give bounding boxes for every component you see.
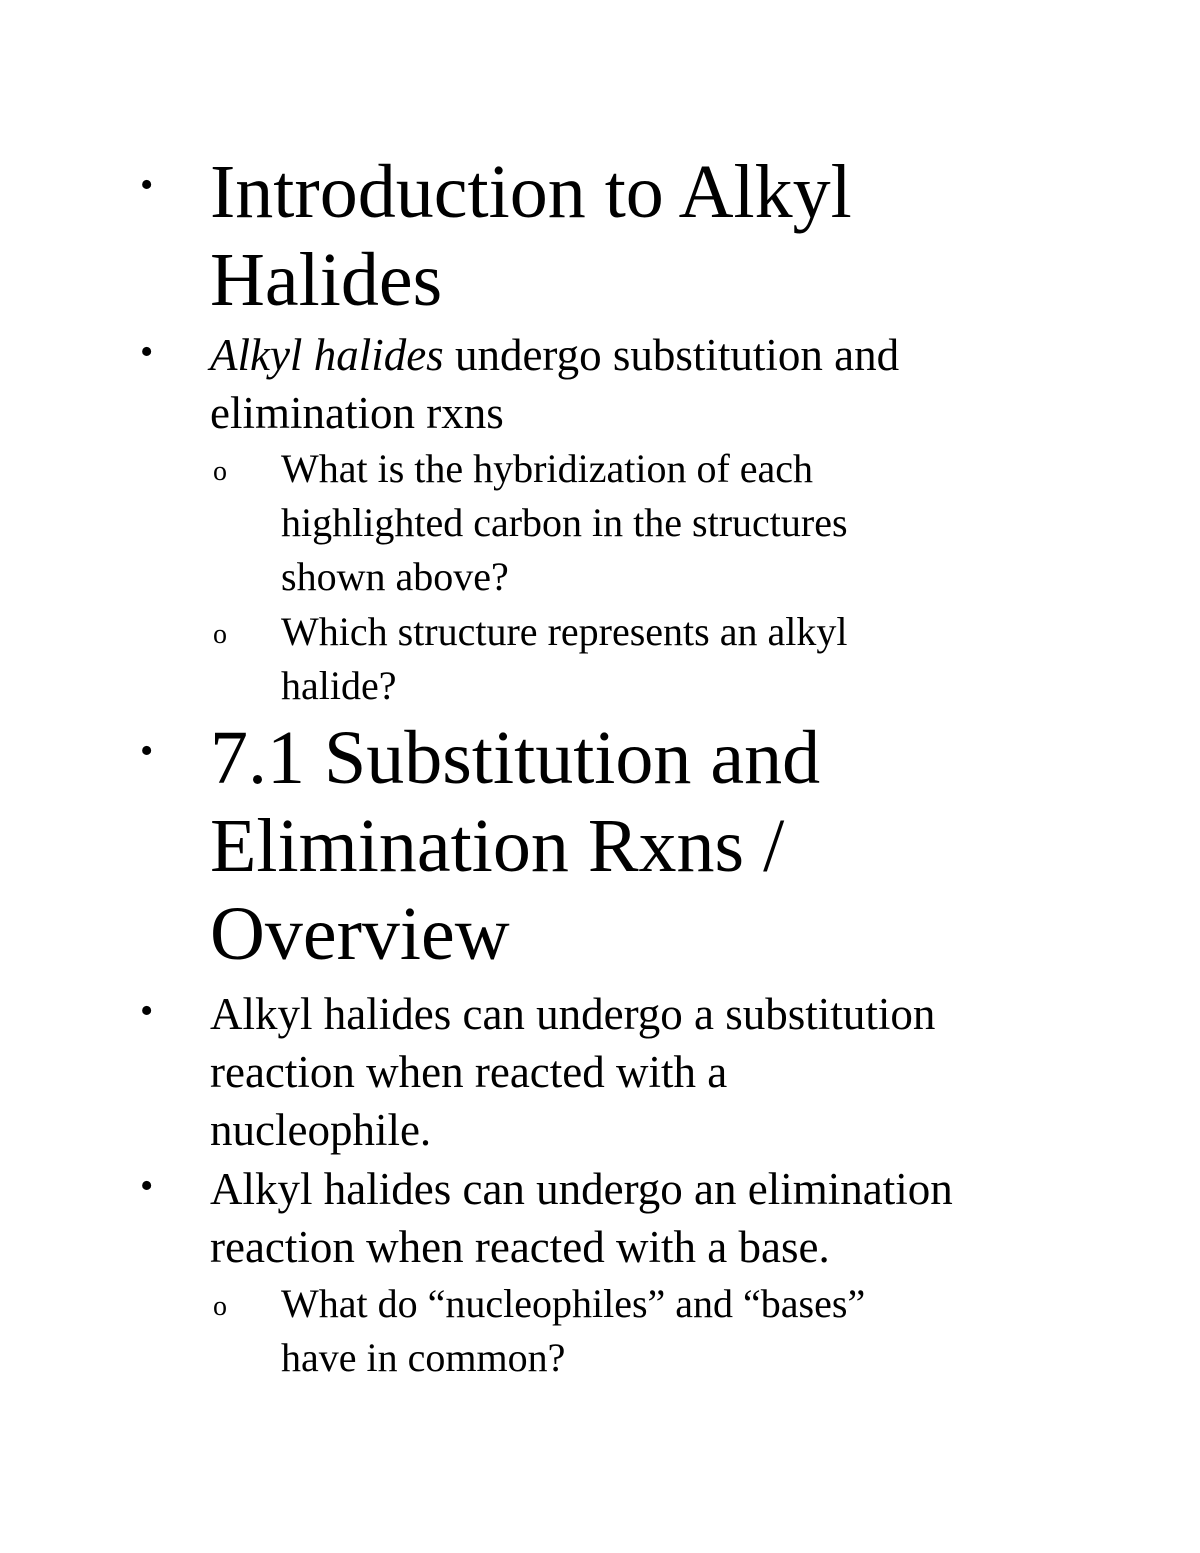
- subbullet-hybridization-question: [0, 442, 1200, 604]
- heading-line: Overview: [210, 892, 510, 976]
- bullet-line: Alkyl halides can undergo a substitution: [210, 989, 936, 1039]
- bullet-line: reaction when reacted with a base.: [210, 1222, 830, 1272]
- bullet-icon: •: [140, 164, 154, 206]
- circle-bullet-icon: o: [213, 619, 227, 650]
- subbullet-text: [281, 1277, 865, 1385]
- bullet-line: Alkyl halides can undergo an elimination: [210, 1164, 953, 1214]
- bullet-elimination-base: [0, 1160, 1200, 1276]
- subbullet-line: shown above?: [281, 554, 509, 599]
- subbullet-which-structure-question: [0, 605, 1200, 713]
- subbullet-line: halide?: [281, 663, 397, 708]
- bullet-line: [210, 326, 899, 384]
- heading-text: [210, 148, 852, 324]
- heading-line: 7.1 Substitution and: [210, 716, 821, 800]
- bullet-icon: •: [140, 990, 154, 1032]
- bullet-text: [210, 985, 935, 1159]
- heading-line: Introduction to Alkyl: [210, 150, 852, 234]
- bullet-line: nucleophile.: [210, 1105, 432, 1155]
- circle-bullet-icon: o: [213, 1291, 227, 1322]
- heading-substitution-elimination-overview: [0, 714, 1200, 978]
- heading-text: [210, 714, 820, 978]
- bullet-line: elimination rxns: [210, 388, 504, 438]
- heading-line: Elimination Rxns /: [210, 804, 785, 888]
- bullet-substitution-nucleophile: [0, 985, 1200, 1159]
- subbullet-nucleophiles-bases-question: [0, 1277, 1200, 1385]
- bullet-line-rest: undergo substitution and: [443, 330, 900, 380]
- bullet-icon: •: [140, 1165, 154, 1207]
- bullet-icon: •: [140, 730, 154, 772]
- subbullet-line: highlighted carbon in the structures: [281, 500, 848, 545]
- subbullet-line: have in common?: [281, 1335, 566, 1380]
- heading-line: Halides: [210, 238, 443, 322]
- bullet-icon: •: [140, 331, 154, 373]
- bullet-text: [210, 326, 899, 442]
- heading-intro-alkyl-halides: [0, 148, 1200, 324]
- italic-term: Alkyl halides: [210, 330, 444, 380]
- bullet-line: reaction when reacted with a: [210, 1047, 728, 1097]
- bullet-alkyl-halides-undergo: [0, 326, 1200, 442]
- bullet-text: [210, 1160, 953, 1276]
- subbullet-text: [281, 442, 848, 604]
- subbullet-text: [281, 605, 847, 713]
- circle-bullet-icon: o: [213, 456, 227, 487]
- subbullet-line: What do “nucleophiles” and “bases”: [281, 1281, 866, 1326]
- subbullet-line: Which structure represents an alkyl: [281, 609, 848, 654]
- subbullet-line: What is the hybridization of each: [281, 446, 814, 491]
